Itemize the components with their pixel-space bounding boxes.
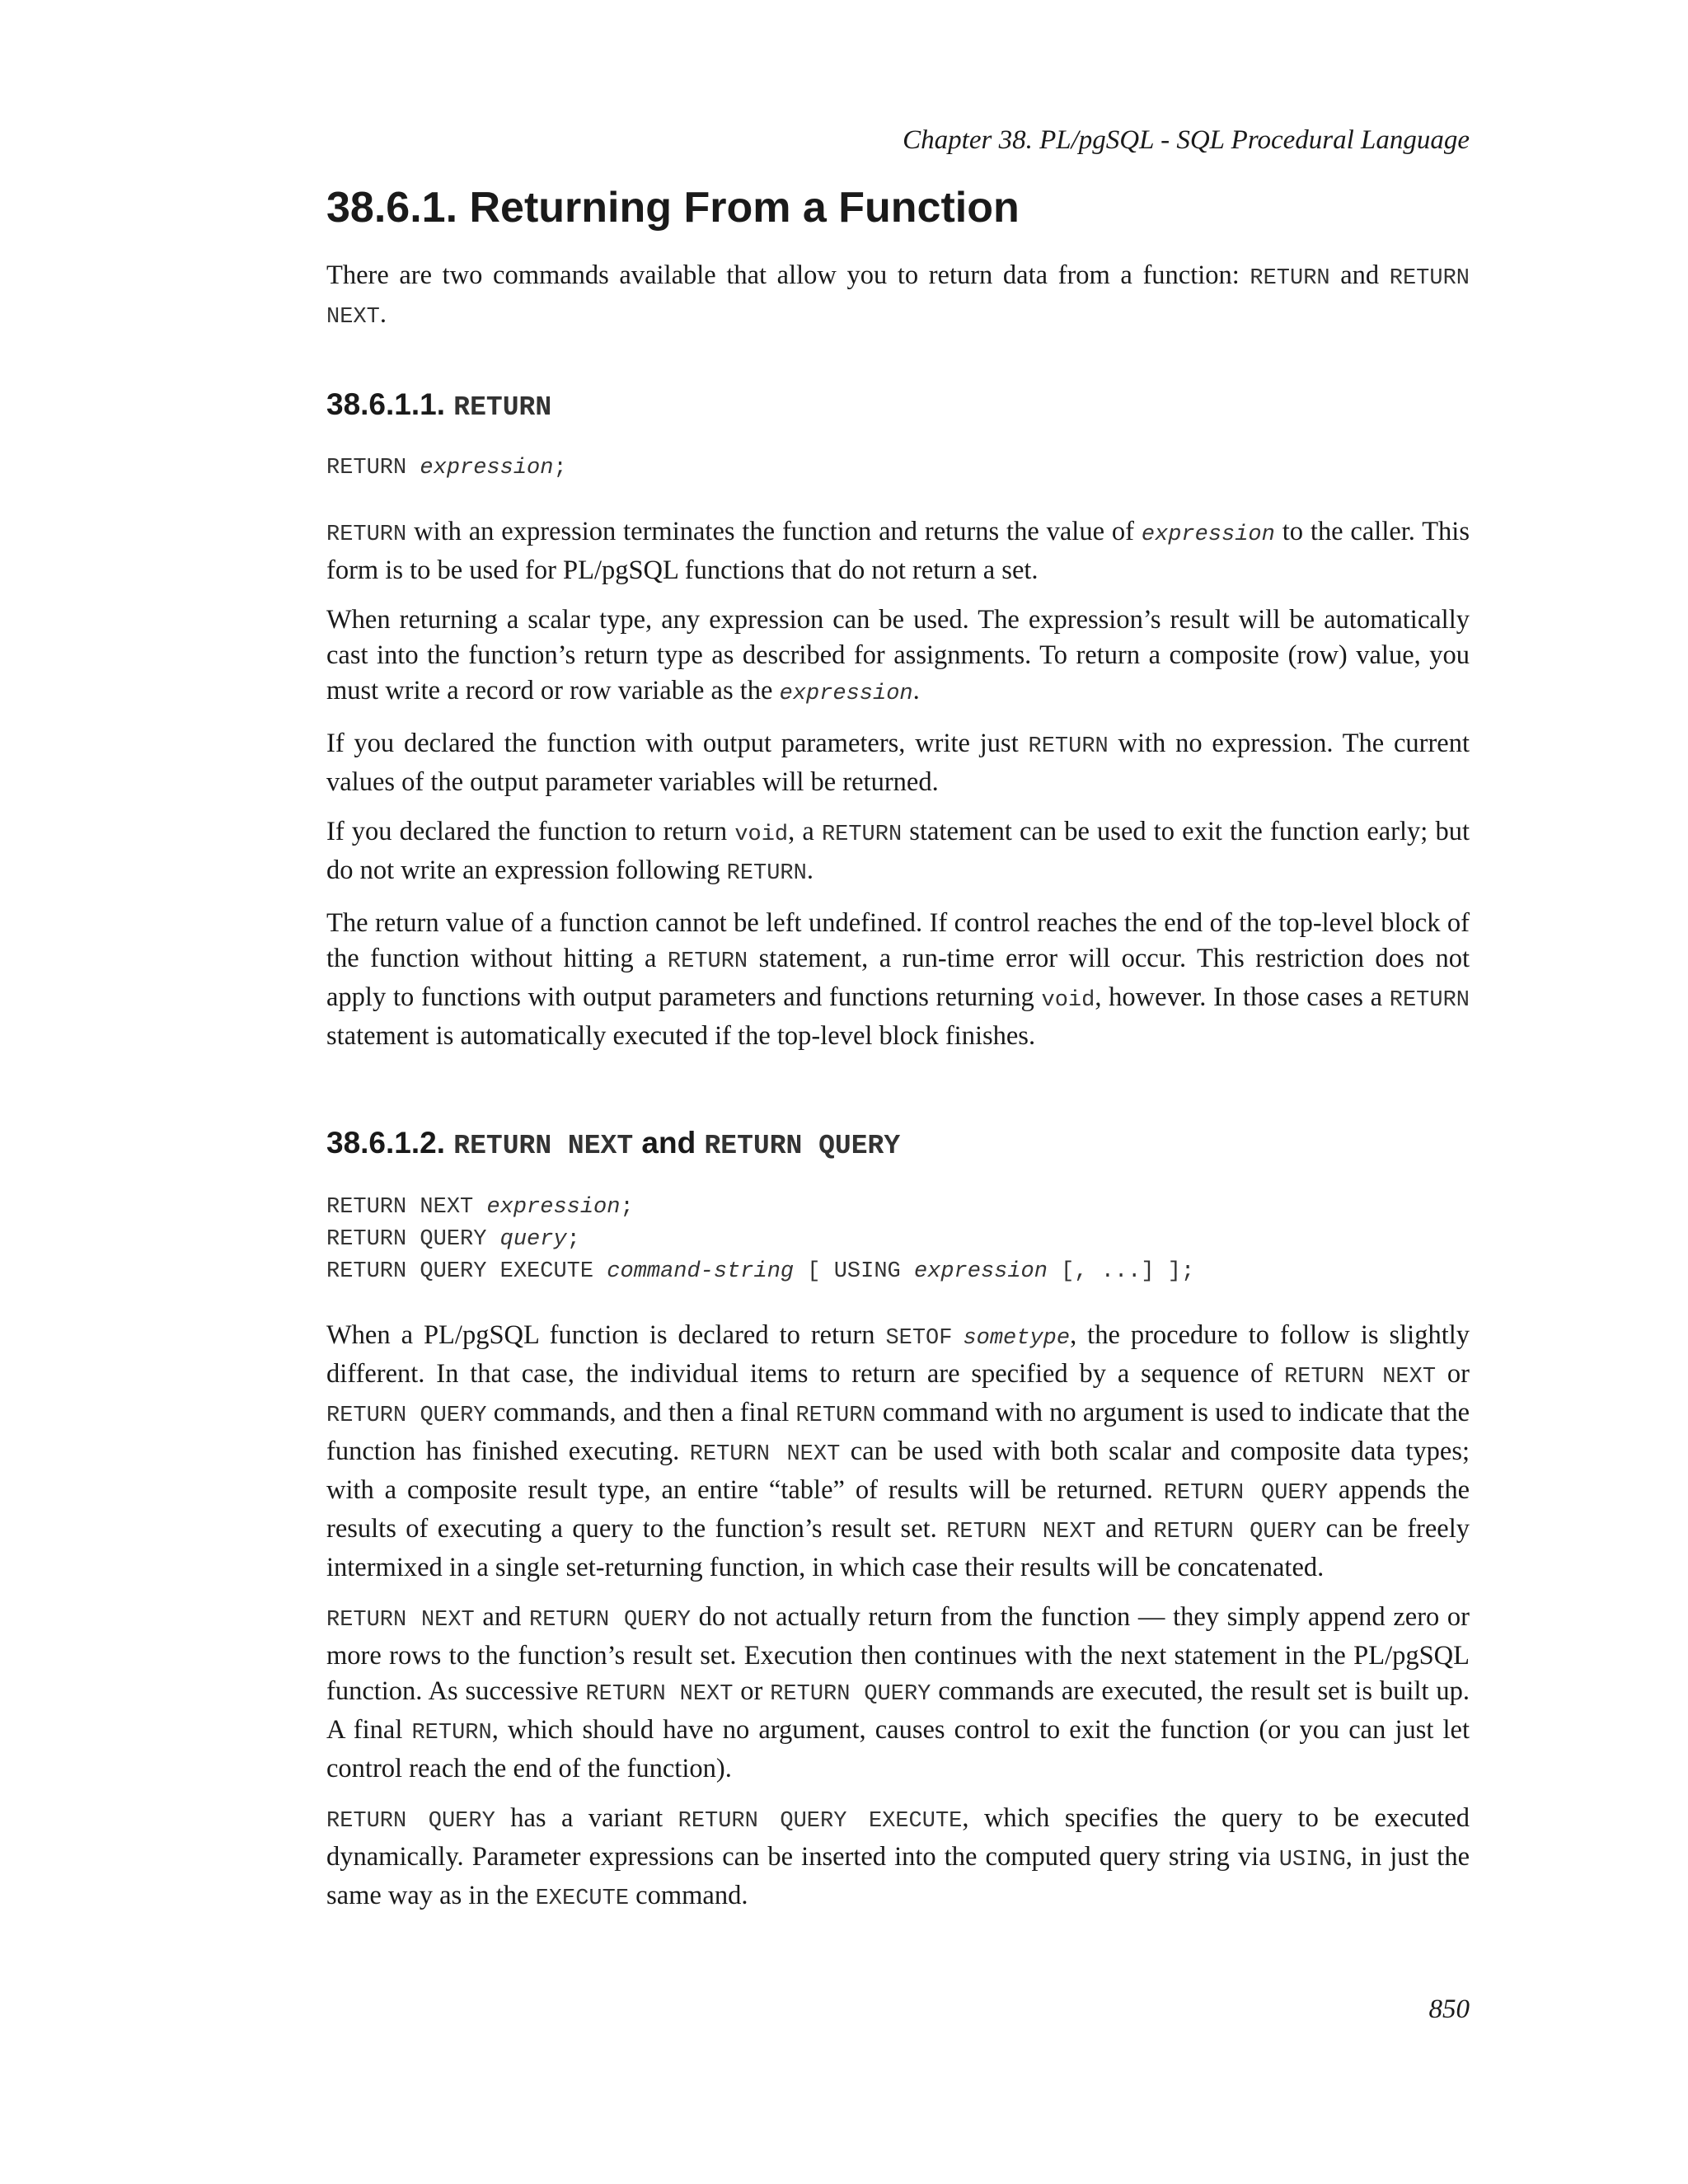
- subsection-title-return-next: 38.6.1.2. RETURN NEXT and RETURN QUERY: [326, 1126, 901, 1162]
- inline-code: RETURN NEXT: [326, 266, 1470, 330]
- page-number: 850: [1428, 1994, 1470, 2024]
- page-content: [326, 124, 1470, 1931]
- paragraph: RETURN with an expression terminates the function and returns the value of expression to the caller. This form is to be used for PL/pgSQL functions that do not return a set.: [326, 517, 1470, 586]
- paragraph: The return value of a function cannot be left undefined. If control reaches the end of the top-level block of the function without hitting a RETURN statement, a run-time error will occur. This restriction does not apply to functions with output parameters and functions returning void, however. In those cases a RETURN statement is automatically executed if the top-level block finishes.: [326, 908, 1470, 1052]
- subsection-title-return: 38.6.1.1. RETURN: [326, 387, 552, 424]
- paragraph: When a PL/pgSQL function is declared to return SETOF sometype, the procedure to follow is slightly different. In that case, the individual items to return are specified by a sequence of RETURN NEXT or RETURN QUERY commands, and then a final RETURN command with no argument is used to indicate that the function has finished executing. RETURN NEXT can be used with both scalar and composite data types; with a composite result type, an entire “table” of results will be returned. RETURN QUERY appends the results of executing a query to the function’s result set. RETURN NEXT and RETURN QUERY can be freely intermixed in a single set-returning function, in which case their results will be concatenated.: [326, 1319, 1470, 1582]
- section-title: 38.6.1. Returning From a Function: [326, 184, 1020, 232]
- code-synopsis-return: RETURN expression;: [326, 456, 567, 481]
- paragraph: If you declared the function to return void, a RETURN statement can be used to exit the function early; but do not write an expression following RETURN.: [326, 817, 1470, 887]
- paragraph: When returning a scalar type, any expression can be used. The expression’s result will be automatically cast into the function’s return type as described for assignments. To return a composite (row) value, you must write a record or row variable as the expression.: [326, 605, 1470, 707]
- paragraph: If you declared the function with output parameters, write just RETURN with no expression. The current values of the output parameter variables will be returned.: [326, 729, 1470, 798]
- inline-code: RETURN: [1250, 266, 1330, 292]
- running-header: Chapter 38. PL/pgSQL - SQL Procedural Language: [903, 125, 1470, 155]
- paragraph: RETURN QUERY has a variant RETURN QUERY EXECUTE, which specifies the query to be executed dynamically. Parameter expressions can be inserted into the computed query string via USING, in just the same way as in the EXECUTE command.: [326, 1802, 1470, 1911]
- section-intro: There are two commands available that allow you to return data from a function: RETURN and RETURN NEXT.: [326, 260, 1470, 330]
- code-synopsis-return-next: RETURN NEXT expression; RETURN QUERY query; RETURN QUERY EXECUTE command-string [ USING expression [, ...] ];: [326, 1194, 1195, 1284]
- paragraph: RETURN NEXT and RETURN QUERY do not actually return from the function — they simply append zero or more rows to the function’s result set. Execution then continues with the next statement in the PL/pgSQL function. As successive RETURN NEXT or RETURN QUERY commands are executed, the result set is built up. A final RETURN, which should have no argument, causes control to exit the function (or you can just let control reach the end of the function).: [326, 1601, 1470, 1783]
